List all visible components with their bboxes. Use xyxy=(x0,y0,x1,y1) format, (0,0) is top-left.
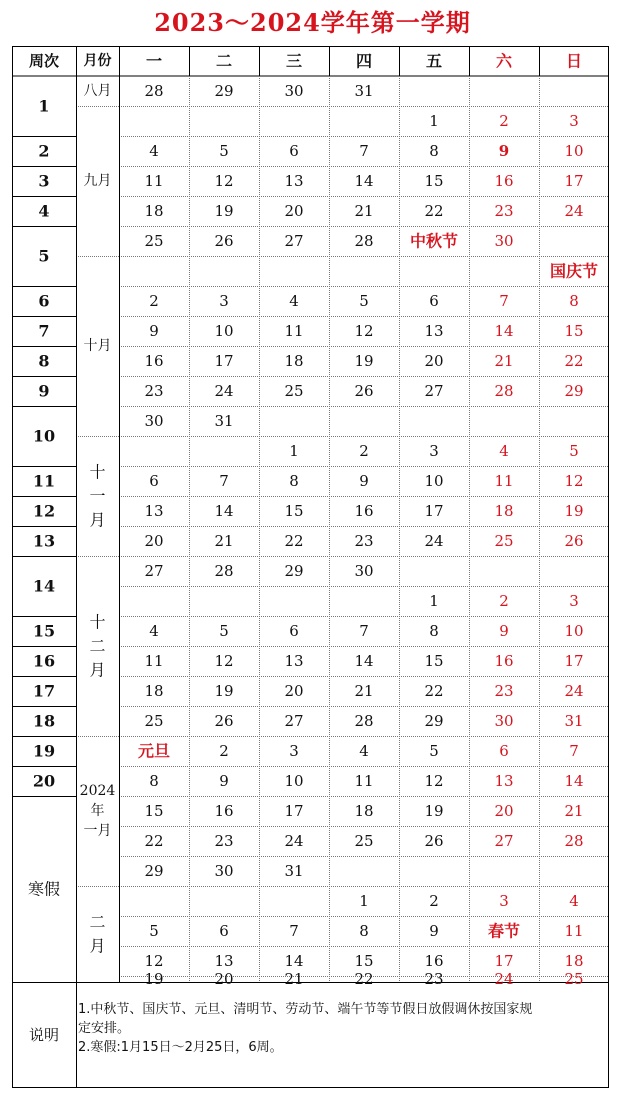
week-label-5: 5 xyxy=(38,246,50,266)
date-cell: 21 xyxy=(354,682,374,700)
date-cell: 8 xyxy=(429,142,439,160)
date-cell: 9 xyxy=(359,472,369,490)
header-day-3: 三 xyxy=(285,51,303,71)
header-day-5: 五 xyxy=(425,51,443,71)
date-cell: 12 xyxy=(354,322,374,340)
date-cell: 18 xyxy=(284,352,304,370)
date-cell: 26 xyxy=(564,532,584,550)
week-label-17: 17 xyxy=(32,681,56,701)
date-cell: 11 xyxy=(354,772,374,790)
date-cell: 26 xyxy=(424,832,444,850)
date-cell: 28 xyxy=(354,232,374,250)
date-cell: 22 xyxy=(144,832,164,850)
date-cell: 7 xyxy=(499,292,509,310)
date-cell: 26 xyxy=(354,382,374,400)
date-cell: 3 xyxy=(569,112,579,130)
date-cell: 13 xyxy=(494,772,514,790)
week-label-11: 11 xyxy=(32,471,56,491)
date-cell: 25 xyxy=(564,970,584,988)
date-cell: 27 xyxy=(284,712,304,730)
date-cell: 7 xyxy=(359,622,369,640)
date-cell: 20 xyxy=(214,970,234,988)
date-cell: 21 xyxy=(564,802,584,820)
date-cell: 17 xyxy=(494,952,514,970)
date-cell: 4 xyxy=(149,142,159,160)
date-cell: 2 xyxy=(429,892,439,910)
date-cell: 11 xyxy=(144,172,164,190)
month-label-part: 十 xyxy=(89,462,106,482)
date-cell: 1 xyxy=(429,112,439,130)
month-label-part: 月 xyxy=(89,660,106,680)
date-cell: 23 xyxy=(424,970,444,988)
date-cell: 31 xyxy=(564,712,584,730)
date-cell: 21 xyxy=(494,352,514,370)
date-cell: 12 xyxy=(144,952,164,970)
date-cell: 22 xyxy=(424,202,444,220)
month-label-part: 一 xyxy=(89,486,106,506)
date-cell: 30 xyxy=(354,562,374,580)
date-cell: 18 xyxy=(144,682,164,700)
date-cell: 7 xyxy=(359,142,369,160)
date-cell: 30 xyxy=(284,82,304,100)
date-cell: 1 xyxy=(359,892,369,910)
date-cell: 12 xyxy=(214,172,234,190)
note-line-1: 1.中秋节、国庆节、元旦、清明节、劳动节、端午节等节假日放假调休按国家规 xyxy=(78,1002,533,1017)
date-cell: 10 xyxy=(564,622,584,640)
week-label-6: 6 xyxy=(38,291,50,311)
date-cell: 16 xyxy=(424,952,444,970)
date-cell: 30 xyxy=(144,412,164,430)
date-cell: 29 xyxy=(144,862,164,880)
date-cell: 6 xyxy=(219,922,229,940)
date-cell: 18 xyxy=(354,802,374,820)
notes-label: 说明 xyxy=(28,1026,60,1044)
date-cell: 19 xyxy=(214,202,234,220)
date-cell: 13 xyxy=(284,172,304,190)
date-cell: 6 xyxy=(499,742,509,760)
date-cell: 4 xyxy=(499,442,509,460)
date-cell: 20 xyxy=(424,352,444,370)
date-cell: 14 xyxy=(494,322,514,340)
date-cell: 27 xyxy=(494,832,514,850)
date-cell: 22 xyxy=(284,532,304,550)
date-cell: 15 xyxy=(424,172,444,190)
date-cell: 5 xyxy=(219,142,229,160)
date-cell: 5 xyxy=(569,442,579,460)
note-line-3: 2.寒假:1月15日～2月25日，6周。 xyxy=(78,1040,283,1055)
date-cell: 12 xyxy=(424,772,444,790)
date-cell: 29 xyxy=(284,562,304,580)
month-label-part: 一月 xyxy=(83,823,112,839)
date-cell: 13 xyxy=(284,652,304,670)
date-cell: 16 xyxy=(144,352,164,370)
date-cell: 27 xyxy=(144,562,164,580)
date-cell: 4 xyxy=(359,742,369,760)
date-cell: 19 xyxy=(354,352,374,370)
date-cell: 4 xyxy=(569,892,579,910)
date-cell: 31 xyxy=(354,82,374,100)
week-label-10: 10 xyxy=(32,426,56,446)
note-line-2: 定安排。 xyxy=(78,1021,131,1036)
date-cell: 19 xyxy=(214,682,234,700)
date-cell: 28 xyxy=(214,562,234,580)
date-cell: 11 xyxy=(284,322,304,340)
date-cell: 15 xyxy=(284,502,304,520)
header-day-6: 六 xyxy=(495,51,513,71)
date-cell: 20 xyxy=(144,532,164,550)
date-cell: 11 xyxy=(144,652,164,670)
week-label-8: 8 xyxy=(38,351,50,371)
date-cell: 8 xyxy=(359,922,369,940)
date-cell: 9 xyxy=(219,772,229,790)
week-label-3: 3 xyxy=(38,171,50,191)
week-label-4: 4 xyxy=(38,201,50,221)
date-cell: 9 xyxy=(149,322,159,340)
date-cell: 21 xyxy=(354,202,374,220)
date-cell: 18 xyxy=(144,202,164,220)
month-label-part: 十 xyxy=(89,612,106,632)
date-cell: 1 xyxy=(429,592,439,610)
date-cell: 23 xyxy=(494,682,514,700)
date-cell: 17 xyxy=(214,352,234,370)
date-cell: 2 xyxy=(499,112,509,130)
date-cell: 17 xyxy=(564,652,584,670)
month-label-part: 二 xyxy=(89,636,106,656)
date-cell: 6 xyxy=(429,292,439,310)
date-cell: 17 xyxy=(564,172,584,190)
date-cell: 18 xyxy=(564,952,584,970)
date-cell: 15 xyxy=(424,652,444,670)
date-cell: 17 xyxy=(424,502,444,520)
date-cell: 23 xyxy=(144,382,164,400)
holiday-label: 国庆节 xyxy=(549,261,599,281)
date-cell: 14 xyxy=(214,502,234,520)
date-cell: 20 xyxy=(284,202,304,220)
month-label-part: 二 xyxy=(89,912,106,932)
date-cell: 16 xyxy=(494,652,514,670)
date-cell: 19 xyxy=(144,970,164,988)
month-label-part: 八月 xyxy=(83,83,112,99)
date-cell: 3 xyxy=(219,292,229,310)
header-day-7: 日 xyxy=(565,51,583,71)
date-cell: 24 xyxy=(564,682,584,700)
date-cell: 25 xyxy=(354,832,374,850)
date-cell: 10 xyxy=(564,142,584,160)
date-cell: 2 xyxy=(149,292,159,310)
holiday-label: 元旦 xyxy=(137,741,171,761)
date-cell: 4 xyxy=(289,292,299,310)
week-label-20: 20 xyxy=(32,771,56,791)
date-cell: 19 xyxy=(564,502,584,520)
date-cell: 28 xyxy=(354,712,374,730)
date-cell: 23 xyxy=(354,532,374,550)
date-cell: 23 xyxy=(494,202,514,220)
date-cell: 15 xyxy=(354,952,374,970)
month-label-part: 十月 xyxy=(83,338,112,354)
date-cell: 14 xyxy=(284,952,304,970)
date-cell: 22 xyxy=(424,682,444,700)
date-cell: 24 xyxy=(284,832,304,850)
date-cell: 24 xyxy=(214,382,234,400)
date-cell: 15 xyxy=(144,802,164,820)
week-label-1: 1 xyxy=(38,96,50,116)
date-cell: 24 xyxy=(494,970,514,988)
date-cell: 6 xyxy=(289,142,299,160)
month-label-part: 月 xyxy=(89,510,106,530)
date-cell: 5 xyxy=(359,292,369,310)
date-cell: 14 xyxy=(354,172,374,190)
date-cell: 24 xyxy=(564,202,584,220)
date-cell: 2 xyxy=(499,592,509,610)
date-cell: 11 xyxy=(494,472,514,490)
date-cell: 21 xyxy=(284,970,304,988)
date-cell: 29 xyxy=(564,382,584,400)
date-cell: 3 xyxy=(289,742,299,760)
week-label-2: 2 xyxy=(38,141,50,161)
date-cell: 28 xyxy=(494,382,514,400)
header-day-1: 一 xyxy=(145,51,163,71)
date-cell: 3 xyxy=(429,442,439,460)
week-label-9: 9 xyxy=(38,381,50,401)
date-cell: 2 xyxy=(359,442,369,460)
date-cell: 20 xyxy=(284,682,304,700)
date-cell: 25 xyxy=(494,532,514,550)
date-cell: 8 xyxy=(569,292,579,310)
week-label-21: 寒假 xyxy=(27,879,61,899)
date-cell: 28 xyxy=(564,832,584,850)
date-cell: 14 xyxy=(564,772,584,790)
date-cell: 26 xyxy=(214,712,234,730)
date-cell: 7 xyxy=(289,922,299,940)
week-label-7: 7 xyxy=(38,321,50,341)
date-cell: 25 xyxy=(144,232,164,250)
page-title: 2023～2024学年第一学期 xyxy=(154,8,471,37)
date-cell: 25 xyxy=(284,382,304,400)
date-cell: 13 xyxy=(144,502,164,520)
date-cell: 30 xyxy=(214,862,234,880)
date-cell: 28 xyxy=(144,82,164,100)
date-cell: 6 xyxy=(289,622,299,640)
header-day-4: 四 xyxy=(355,51,373,71)
date-cell: 12 xyxy=(214,652,234,670)
date-cell: 1 xyxy=(289,442,299,460)
week-label-18: 18 xyxy=(32,711,56,731)
header-day-2: 二 xyxy=(215,51,233,71)
date-cell: 8 xyxy=(149,772,159,790)
date-cell: 8 xyxy=(289,472,299,490)
date-cell: 9 xyxy=(498,142,510,160)
date-cell: 8 xyxy=(429,622,439,640)
date-cell: 16 xyxy=(354,502,374,520)
date-cell: 30 xyxy=(494,712,514,730)
date-cell: 2 xyxy=(219,742,229,760)
holiday-label: 中秋节 xyxy=(409,231,459,251)
header-month: 月份 xyxy=(83,53,112,69)
week-label-14: 14 xyxy=(32,576,56,596)
date-cell: 30 xyxy=(494,232,514,250)
month-label-part: 2024 xyxy=(79,783,116,799)
date-cell: 10 xyxy=(284,772,304,790)
date-cell: 21 xyxy=(214,532,234,550)
date-cell: 3 xyxy=(569,592,579,610)
week-label-16: 16 xyxy=(32,651,56,671)
date-cell: 25 xyxy=(144,712,164,730)
date-cell: 12 xyxy=(564,472,584,490)
date-cell: 20 xyxy=(494,802,514,820)
date-cell: 27 xyxy=(284,232,304,250)
date-cell: 17 xyxy=(284,802,304,820)
date-cell: 27 xyxy=(424,382,444,400)
holiday-label: 春节 xyxy=(487,921,521,941)
week-label-19: 19 xyxy=(32,741,56,761)
date-cell: 29 xyxy=(214,82,234,100)
date-cell: 22 xyxy=(354,970,374,988)
date-cell: 13 xyxy=(214,952,234,970)
date-cell: 15 xyxy=(564,322,584,340)
date-cell: 26 xyxy=(214,232,234,250)
date-cell: 6 xyxy=(149,472,159,490)
month-label-part: 年 xyxy=(90,803,105,819)
date-cell: 16 xyxy=(494,172,514,190)
date-cell: 31 xyxy=(284,862,304,880)
month-label-part: 月 xyxy=(89,936,106,956)
week-label-13: 13 xyxy=(32,531,56,551)
date-cell: 10 xyxy=(424,472,444,490)
week-label-15: 15 xyxy=(32,621,56,641)
week-label-12: 12 xyxy=(32,501,56,521)
date-cell: 10 xyxy=(214,322,234,340)
date-cell: 29 xyxy=(424,712,444,730)
date-cell: 13 xyxy=(424,322,444,340)
date-cell: 9 xyxy=(429,922,439,940)
date-cell: 7 xyxy=(569,742,579,760)
date-cell: 14 xyxy=(354,652,374,670)
date-cell: 4 xyxy=(149,622,159,640)
month-label-part: 九月 xyxy=(83,173,112,189)
date-cell: 9 xyxy=(499,622,509,640)
date-cell: 22 xyxy=(564,352,584,370)
date-cell: 16 xyxy=(214,802,234,820)
date-cell: 19 xyxy=(424,802,444,820)
date-cell: 5 xyxy=(219,622,229,640)
date-cell: 5 xyxy=(149,922,159,940)
date-cell: 11 xyxy=(564,922,584,940)
date-cell: 24 xyxy=(424,532,444,550)
date-cell: 18 xyxy=(494,502,514,520)
date-cell: 31 xyxy=(214,412,234,430)
date-cell: 3 xyxy=(499,892,509,910)
notes-box xyxy=(78,1000,608,1088)
date-cell: 7 xyxy=(219,472,229,490)
header-week: 周次 xyxy=(28,52,60,70)
date-cell: 5 xyxy=(429,742,439,760)
date-cell: 23 xyxy=(214,832,234,850)
